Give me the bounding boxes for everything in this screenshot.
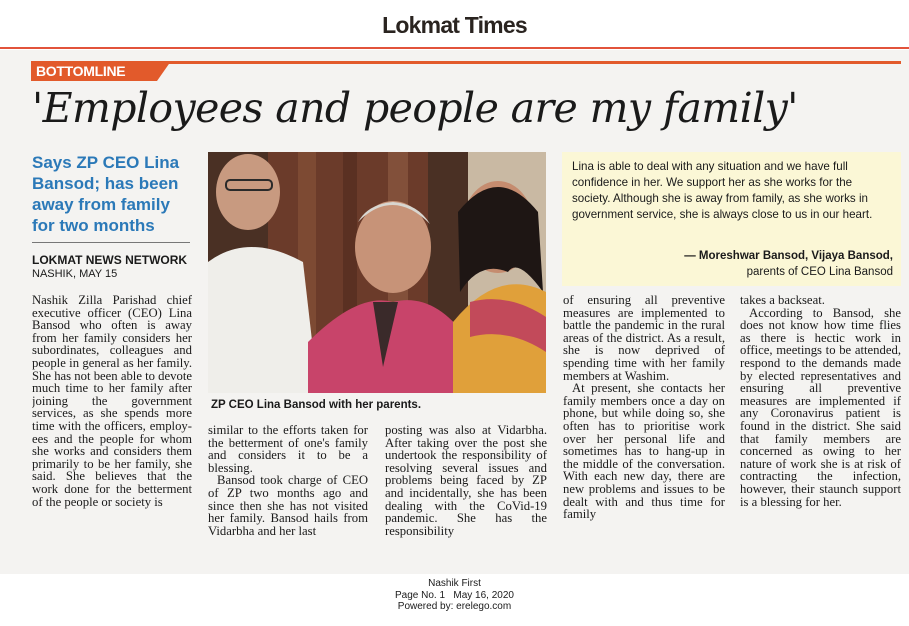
section-tag-label: BOTTOMLINE xyxy=(36,63,126,79)
subhead-divider xyxy=(32,242,190,243)
byline: LOKMAT NEWS NETWORK xyxy=(32,253,188,267)
column-5-paragraph-2: According to Bansod, she does not know how time flies as there is hectic work in office, meetings to be attended, respond to the demands made by elected representatives and ensuring all preventive measures are implemented if any Coronavirus patient is found in the district. She said that family members are concerned as owing to her nature of work she is at risk of contracting the infection, however, their staunch support is a blessing for her. xyxy=(740,305,901,509)
article-column-3 xyxy=(385,424,547,556)
column-2-paragraph-1: similar to the efforts taken for the betterment of one's family and considers it to be a blessing. xyxy=(208,424,368,475)
column-3-paragraph: posting was also at Vidarbha. After taking over the post she undertook the responsibility of resolving several issues and problems being faced by ZP and incidentally, she has been dealing with the CoVid-19 pandemic. She has the responsibility xyxy=(385,424,547,538)
article-photo xyxy=(208,152,546,393)
column-4-paragraph-2: At present, she contacts her family members once a day on phone, but while doing so, she often has to prioritise work over her personal life and sometimes has to hang-up in the middle of the conversation. With each new day, there are new problems and issues to be dealt with and thus time for family xyxy=(563,381,725,522)
footer-edition: Nashik First xyxy=(428,578,481,589)
pull-quote-author: — Moreshwar Bansod, Vijaya Bansod, xyxy=(684,250,893,262)
article-subhead: Says ZP CEO Lina Bansod; has been away from family for two months xyxy=(32,153,180,235)
column-1-paragraph: Nashik Zilla Parishad chief executive officer (CEO) Lina Bansod who often is away from her family considers her subordinates, colleagues and people in general as her family. She has not been able to devote much time to her family after joining the government services, as she spends more time with the officers, employees and the people for whom she works and considers them primarily to be her family, she said. She believes that the work done for the betterment of the people or society is xyxy=(32,294,192,509)
article-column-4 xyxy=(563,294,725,556)
footer-page-info: Page No. 1 May 16, 2020 xyxy=(395,589,514,601)
pull-quote-role: parents of CEO Lina Bansod xyxy=(746,266,893,278)
masthead-divider xyxy=(0,47,909,49)
masthead xyxy=(0,0,909,48)
column-4-paragraph-1: of ensuring all preventive measures are implemented to battle the pandemic in the rural areas of the district. As a result, she is now deprived of spending time with her family members at Washim. xyxy=(563,294,725,383)
pull-quote-text: Lina is able to deal with any situation and we have full confidence in her. We support her as she works for the society. Although she is away from family, as she works in government service, she is always close to us in our heart. xyxy=(572,160,873,221)
article-column-5 xyxy=(740,294,901,556)
dateline: NASHIK, MAY 15 xyxy=(32,268,118,280)
photo-caption: ZP CEO Lina Bansod with her parents. xyxy=(211,399,422,411)
section-tag-bar xyxy=(31,61,901,81)
pull-quote-box xyxy=(562,152,901,286)
column-2-paragraph-2: Bansod took charge of CEO of ZP two months ago and since then she has not visited her family. Bansod hails from Vidarbha and her last xyxy=(208,473,368,538)
article-column-1 xyxy=(32,294,192,556)
footer-powered-by[interactable]: Powered by: erelego.com xyxy=(397,601,512,612)
article-headline: 'Employees and people are my family' xyxy=(32,84,798,132)
column-5-paragraph-1: takes a backseat. xyxy=(740,294,825,307)
family-photo-illustration xyxy=(208,152,546,393)
masthead-logo-text: Lokmat Times xyxy=(382,12,527,38)
article-column-2 xyxy=(208,424,368,556)
page-footer xyxy=(0,578,909,613)
